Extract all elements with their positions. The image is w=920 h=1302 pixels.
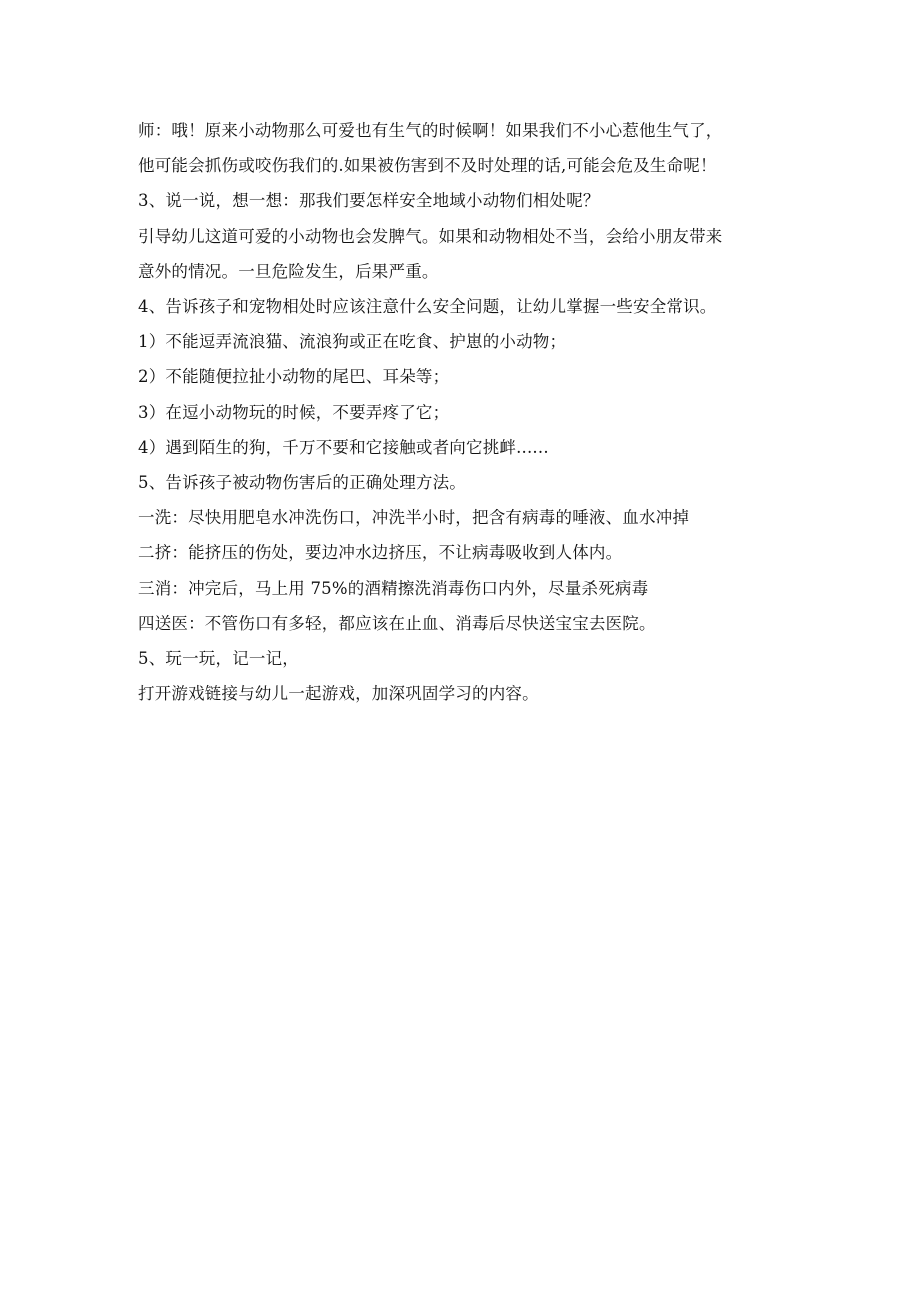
text-line: 二挤：能挤压的伤处，要边冲水边挤压，不让病毒吸收到人体内。 xyxy=(138,543,623,563)
text-line: 一洗：尽快用肥皂水冲洗伤口，冲洗半小时，把含有病毒的唾液、血水冲掉 xyxy=(138,508,690,528)
list-item-hospital xyxy=(138,606,788,641)
list-item-rule-1 xyxy=(138,324,788,359)
text-line: 5、告诉孩子被动物伤害后的正确处理方法。 xyxy=(138,473,466,493)
text-line: 1）不能逗弄流浪猫、流浪狗或正在吃食、护崽的小动物； xyxy=(138,332,567,352)
paragraph-step-5-heading xyxy=(138,465,788,500)
list-item-rule-3 xyxy=(138,395,788,430)
text-line: 3、说一说，想一想：那我们要怎样安全地域小动物们相处呢？ xyxy=(138,191,600,211)
list-item-squeeze xyxy=(138,535,788,570)
paragraph-play-heading xyxy=(138,641,788,676)
text-line: 4）遇到陌生的狗，千万不要和它接触或者向它挑衅...... xyxy=(138,437,549,457)
text-line: 打开游戏链接与幼儿一起游戏，加深巩固学习的内容。 xyxy=(138,684,539,704)
text-line: 5、玩一玩，记一记， xyxy=(138,649,299,669)
paragraph-step-4-heading xyxy=(138,289,788,324)
list-item-wash xyxy=(138,500,788,535)
paragraph-step-3-heading xyxy=(138,183,788,218)
document-body xyxy=(138,113,788,711)
text-line: 意外的情况。一旦危险发生，后果严重。 xyxy=(138,261,439,281)
paragraph-game-instruction xyxy=(138,676,788,711)
list-item-rule-4 xyxy=(138,430,788,465)
text-line: 四送医：不管伤口有多轻，都应该在止血、消毒后尽快送宝宝去医院。 xyxy=(138,613,656,633)
list-item-disinfect xyxy=(138,571,788,606)
text-line: 师：哦！原来小动物那么可爱也有生气的时候啊！如果我们不小心惹他生气了， xyxy=(138,121,723,140)
text-line: 三消：冲完后，马上用 75%的酒精擦洗消毒伤口内外，尽量杀死病毒 xyxy=(138,578,649,598)
text-line: 他可能会抓伤或咬伤我们的.如果被伤害到不及时处理的话,可能会危及生命呢！ xyxy=(138,156,717,176)
paragraph-teacher-remark xyxy=(138,113,788,183)
text-line: 2）不能随便拉扯小动物的尾巴、耳朵等； xyxy=(138,367,450,387)
paragraph-guidance xyxy=(138,219,788,289)
text-line: 4、告诉孩子和宠物相处时应该注意什么安全问题，让幼儿掌握一些安全常识。 xyxy=(138,297,717,317)
text-line: 3）在逗小动物玩的时候，不要弄疼了它； xyxy=(138,402,450,422)
text-line: 引导幼儿这道可爱的小动物也会发脾气。如果和动物相处不当，会给小朋友带来 xyxy=(138,226,723,246)
list-item-rule-2 xyxy=(138,359,788,394)
